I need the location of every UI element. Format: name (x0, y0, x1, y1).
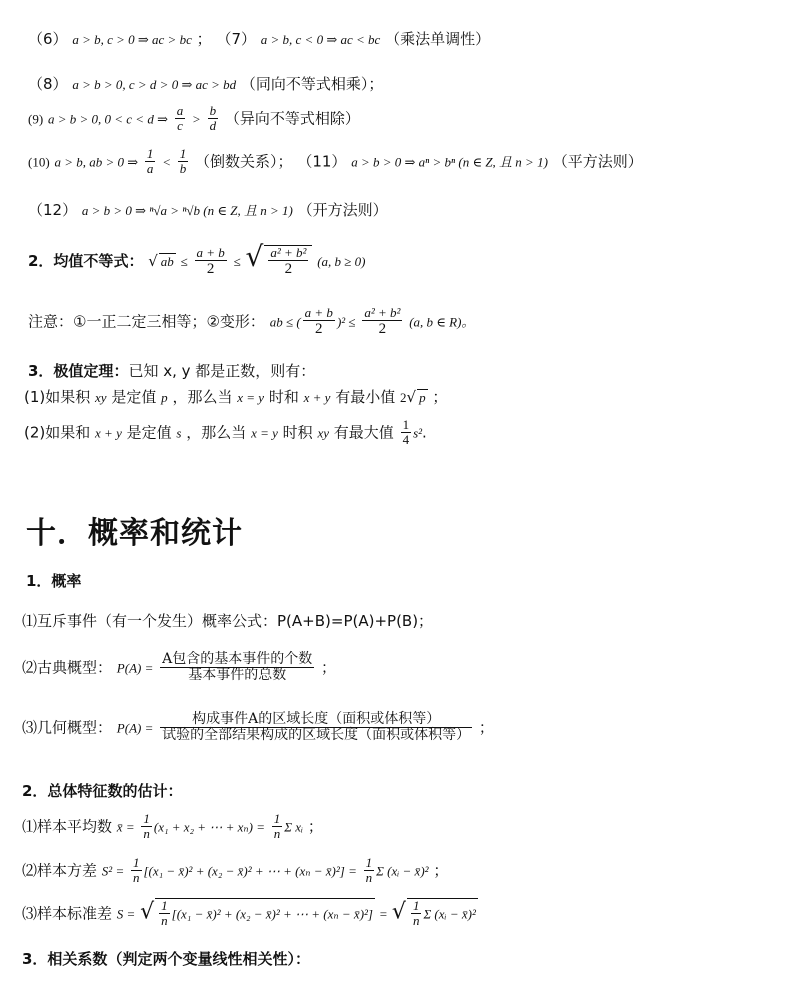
extreme-2e: ，那么当 (186, 423, 247, 442)
stats-title: 2．总体特征数的估计： (22, 782, 183, 800)
separator: ； (196, 30, 212, 48)
s2-fraction-2: $\frac{1}{n}$ (365, 855, 373, 886)
s3-sqrt-sign: √ (140, 899, 155, 925)
extreme-intro: 已知 x, y 都是正数，则有： (128, 362, 316, 380)
formula-10-pre: a > b, ab > 0 ⇒ (54, 154, 139, 170)
prob-formula-1: ⑴互斥事件（有一个发生）概率公式：P(A+B)=P(A)+P(B)； (22, 612, 434, 630)
label-8: （8） (28, 75, 68, 93)
formula-7: a > b, c < 0 ⇒ ac < bc (260, 32, 381, 47)
note-10: （倒数关系）； (195, 152, 293, 171)
note-11: （平方法则） (552, 152, 643, 171)
corr-title: 3．相关系数（判定两个变量线性相关性）： (22, 950, 310, 968)
formula-12: a > b > 0 ⇒ ⁿ√a > ⁿ√b (n ∈ Z, 且 n > 1) (81, 203, 293, 218)
extreme-line-1 (24, 386, 447, 407)
le-sign-2: ≤ (233, 254, 241, 269)
p2-label: ⑵古典概型： (22, 658, 113, 677)
s2-lhs: S² = (101, 863, 125, 879)
extreme-1d: p (161, 390, 168, 405)
s2-mid: [(x₁ − x̄)² + (x₂ − x̄)² + ⋯ + (xₙ − x̄)²] = (143, 863, 357, 879)
extreme-line-2 (24, 418, 427, 448)
extreme-1f: x = y (237, 390, 265, 405)
fraction-b-d: $\frac{b}{d}$ (209, 103, 217, 134)
stats-variance (22, 856, 448, 886)
fraction-a-plus-b: $\frac{a + b}{2}$ (196, 244, 225, 277)
formula-9-pre: a > b > 0, 0 < c < d ⇒ (47, 111, 168, 127)
note-ab: ab ≤ ( (269, 314, 301, 330)
extreme-2j: s² (413, 425, 423, 441)
s2-sum: Σ (xᵢ − x̄)² (376, 863, 429, 879)
s3-sqrt-body (155, 898, 375, 929)
fraction-1-b: $\frac{1}{b}$ (179, 146, 187, 177)
extreme-2i: 有最大值 (333, 423, 394, 442)
p2-lhs: P(A) = (116, 660, 154, 676)
section-title: 十．概率和统计 (26, 516, 243, 551)
p2-end: ； (321, 658, 337, 677)
line-9 (28, 104, 360, 134)
sqrt-ab: ab (160, 254, 174, 269)
extreme-1a: (1)如果积 (24, 388, 91, 406)
sqrt-sign: √ (148, 252, 158, 270)
s1-fraction: $\frac{1}{n}$ (143, 811, 150, 842)
s1-fraction-2: $\frac{1}{n}$ (273, 811, 281, 842)
extreme-2a: (2)如果和 (24, 423, 91, 442)
label-9: (9) (28, 111, 44, 127)
s3-lhs: S = (116, 906, 136, 922)
extreme-1e: ，那么当 (172, 388, 233, 406)
mean-title: 2．均值不等式： (28, 252, 144, 270)
extreme-2d: s (176, 425, 182, 441)
extreme-title: 3．极值定理： (28, 362, 129, 380)
extreme-1c: 是定值 (111, 388, 157, 406)
label-12: （12） (28, 201, 78, 219)
fraction-a-c: $\frac{a}{c}$ (176, 103, 184, 134)
extreme-title-line (28, 360, 315, 381)
p2-fraction: $\frac{\text{A包含的基本事件的个数}}{\text{基本事件的总数}}$ (162, 651, 313, 684)
prob-formula-3 (22, 712, 494, 744)
formula-8: a > b > 0, c > d > 0 ⇒ ac > bd (72, 77, 237, 92)
note-line (28, 306, 474, 338)
note-condition: (a, b ∈ R)。 (409, 314, 475, 330)
formula-11: a > b > 0 ⇒ aⁿ > bⁿ (n ∈ Z, 且 n > 1) (351, 154, 548, 170)
big-sqrt-sign: √ (245, 240, 264, 273)
s2-label: ⑵样本方差 (22, 861, 98, 880)
less-sign: < (162, 154, 171, 170)
formula-6: a > b, c > 0 ⇒ ac > bc (72, 32, 192, 47)
note-square: )² ≤ (336, 314, 356, 330)
p3-lhs: P(A) = (116, 720, 154, 736)
extreme-1l: ； (432, 388, 448, 406)
extreme-2g: 时积 (282, 423, 313, 442)
extreme-1g: 时和 (268, 388, 299, 406)
s3-sqrt-body-2 (407, 898, 478, 929)
line-10-11 (28, 147, 643, 177)
p3-fraction: $\frac{\text{构成事件A的区域长度（面积或体积等）}}{\text{试验的全部结果构成的区域长度（面积或体积等）}}$ (162, 711, 471, 744)
s3-mid: [(x₁ − x̄)² + (x₂ − x̄)² + ⋯ + (xₙ − x̄)²] (171, 906, 373, 922)
label-6: （6） (28, 30, 68, 48)
fraction-1-4: $\frac{1}{4}$ (402, 417, 410, 448)
note-fraction-1: $\frac{a + b}{2}$ (304, 305, 333, 338)
extreme-1j: 2 (400, 390, 407, 405)
prob-title: 1．概率 (26, 572, 82, 590)
s3-fraction: $\frac{1}{n}$ (161, 898, 168, 929)
line-12 (28, 199, 388, 220)
s1-end: ； (307, 817, 323, 836)
extreme-1i: 有最小值 (335, 388, 396, 406)
note-9: （异向不等式相除） (224, 109, 360, 128)
sqrt-p-sign: √ (406, 388, 417, 406)
s3-label: ⑶样本标准差 (22, 904, 113, 923)
sqrt-quadratic (264, 245, 312, 278)
label-7: （7） (216, 30, 256, 48)
s1-label: ⑴样本平均数 (22, 817, 113, 836)
prob-formula-2 (22, 652, 336, 684)
line-8 (28, 73, 383, 94)
stats-mean (22, 812, 323, 842)
mean-condition: (a, b ≥ 0) (317, 254, 366, 269)
greater-sign: > (192, 111, 201, 127)
extreme-1h: x + y (303, 390, 331, 405)
extreme-2b: x + y (95, 425, 122, 441)
s3-eq: = (379, 906, 388, 922)
note-8: （同向不等式相乘）； (240, 75, 384, 93)
le-sign-1: ≤ (180, 254, 188, 269)
s3-sqrt-sign-2: √ (391, 899, 406, 925)
p3-label: ⑶几何概型： (22, 718, 113, 737)
line-6-7 (28, 28, 490, 49)
note-label: 注意：①一正二定三相等；②变形： (28, 312, 265, 331)
extreme-2f: x = y (251, 425, 278, 441)
label-10: (10) (28, 154, 50, 170)
label-11: （11） (297, 152, 347, 171)
s1-lhs: x̄ = (116, 819, 135, 835)
extreme-2h: xy (317, 425, 329, 441)
mean-inequality (28, 240, 365, 278)
sqrt-p: p (419, 390, 426, 405)
note-12: （开方法则） (297, 201, 388, 219)
s3-sum: Σ (xᵢ − x̄)² (423, 906, 476, 922)
extreme-2k: . (422, 423, 427, 442)
stats-stddev (22, 898, 478, 929)
s1-mid: (x₁ + x₂ + ⋯ + xₙ) = (153, 819, 265, 835)
extreme-1b: xy (95, 390, 107, 405)
extreme-2c: 是定值 (126, 423, 172, 442)
s3-fraction-2: $\frac{1}{n}$ (412, 898, 420, 929)
fraction-quadratic: $\frac{\text{a² + b²}}{2}$ (270, 245, 307, 278)
note-7: （乘法单调性） (385, 30, 491, 48)
s1-sum: Σ xᵢ (284, 819, 304, 835)
s2-end: ； (433, 861, 449, 880)
note-fraction-2: $\frac{\text{a² + b²}}{2}$ (364, 305, 401, 338)
p3-end: ； (478, 718, 494, 737)
fraction-1-a: $\frac{1}{a}$ (146, 146, 154, 177)
s2-fraction: $\frac{1}{n}$ (133, 855, 140, 886)
